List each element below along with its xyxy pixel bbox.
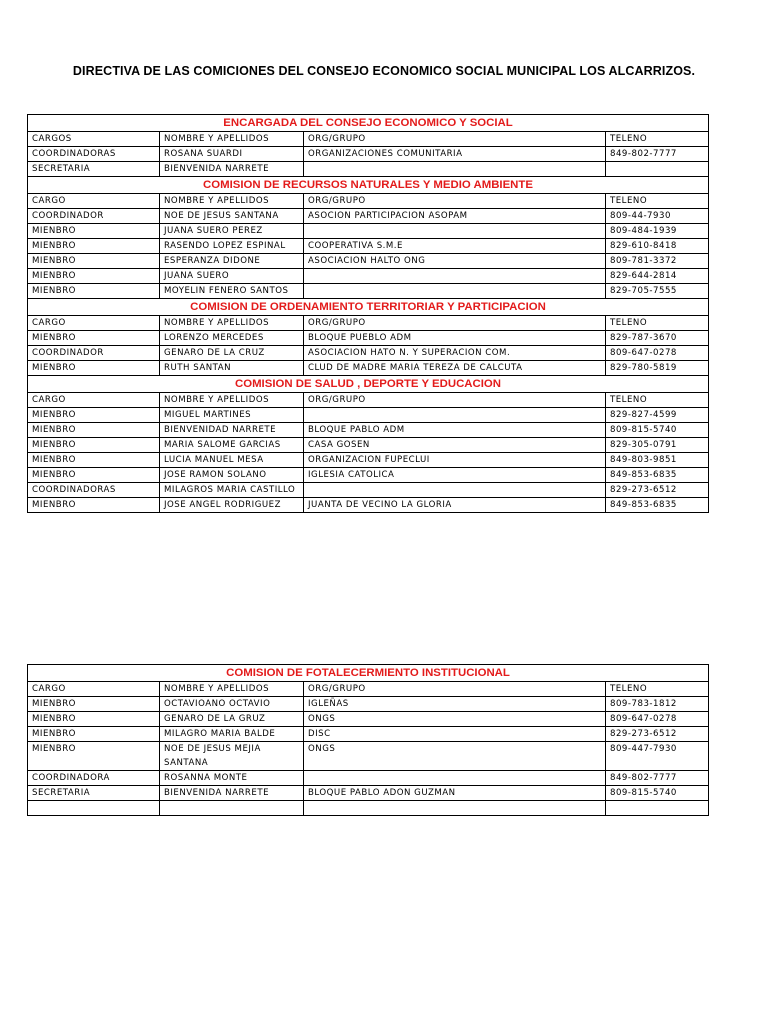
cargo-cell: MIENBRO bbox=[28, 712, 160, 727]
table-row bbox=[28, 224, 709, 239]
cargo-cell: COORDINADORAS bbox=[28, 147, 160, 162]
cargo-cell: MIENBRO bbox=[28, 331, 160, 346]
nombre-cell: OCTAVIOANO OCTAVIO bbox=[160, 697, 304, 712]
cargo-cell: MIENBRO bbox=[28, 438, 160, 453]
cargo-cell: CARGO bbox=[28, 194, 160, 209]
nombre-cell: NOMBRE Y APELLIDOS bbox=[160, 316, 304, 331]
table-row bbox=[28, 712, 709, 727]
nombre-cell: BIENVENIDA NARRETE bbox=[160, 786, 304, 801]
table-row bbox=[28, 284, 709, 299]
cargo-cell: MIENBRO bbox=[28, 269, 160, 284]
table-row bbox=[28, 468, 709, 483]
telefono-cell: 829-644-2814 bbox=[606, 269, 709, 284]
nombre-cell: JOSE RAMON SOLANO bbox=[160, 468, 304, 483]
table-row bbox=[28, 361, 709, 376]
org-grupo-cell: BLOQUE PABLO ADON GUZMAN bbox=[304, 786, 606, 801]
table-row bbox=[28, 269, 709, 284]
cargo-cell: CARGOS bbox=[28, 132, 160, 147]
nombre-cell: NOMBRE Y APELLIDOS bbox=[160, 194, 304, 209]
telefono-cell bbox=[606, 801, 709, 816]
cargo-cell: MIENBRO bbox=[28, 742, 160, 771]
org-grupo-cell: CLUD DE MADRE MARIA TEREZA DE CALCUTA bbox=[304, 361, 606, 376]
column-header-row bbox=[28, 194, 709, 209]
cargo-cell: MIENBRO bbox=[28, 408, 160, 423]
org-grupo-cell: ORGANIZACIONES COMUNITARIA bbox=[304, 147, 606, 162]
section-heading-row bbox=[28, 299, 709, 316]
org-grupo-cell: IGLEÑAS bbox=[304, 697, 606, 712]
table-row bbox=[28, 483, 709, 498]
telefono-cell: 809-783-1812 bbox=[606, 697, 709, 712]
column-header-row bbox=[28, 316, 709, 331]
org-grupo-cell: BLOQUE PUEBLO ADM bbox=[304, 331, 606, 346]
org-grupo-cell: ONGS bbox=[304, 712, 606, 727]
org-grupo-cell: ORG/GRUPO bbox=[304, 682, 606, 697]
column-header-row bbox=[28, 393, 709, 408]
telefono-cell: 809-44-7930 bbox=[606, 209, 709, 224]
cargo-cell: MIENBRO bbox=[28, 361, 160, 376]
cargo-cell bbox=[28, 801, 160, 816]
telefono-cell: 809-647-0278 bbox=[606, 346, 709, 361]
org-grupo-cell bbox=[304, 269, 606, 284]
telefono-cell: 809-815-5740 bbox=[606, 423, 709, 438]
table-row bbox=[28, 209, 709, 224]
telefono-cell: 809-815-5740 bbox=[606, 786, 709, 801]
cargo-cell: COORDINADORA bbox=[28, 771, 160, 786]
telefono-cell: TELENO bbox=[606, 316, 709, 331]
nombre-cell bbox=[160, 801, 304, 816]
section-heading: COMISION DE FOTALECERMIENTO INSTITUCIONAL bbox=[28, 665, 709, 682]
table-row bbox=[28, 453, 709, 468]
table-row bbox=[28, 239, 709, 254]
cargo-cell: MIENBRO bbox=[28, 254, 160, 269]
telefono-cell: 829-780-5819 bbox=[606, 361, 709, 376]
cargo-cell: MIENBRO bbox=[28, 498, 160, 513]
cargo-cell: SECRETARIA bbox=[28, 162, 160, 177]
telefono-cell: 829-305-0791 bbox=[606, 438, 709, 453]
nombre-cell: NOE DE JESUS MEJIA SANTANA bbox=[160, 742, 304, 771]
org-grupo-cell: JUANTA DE VECINO LA GLORIA bbox=[304, 498, 606, 513]
telefono-cell: 809-484-1939 bbox=[606, 224, 709, 239]
column-header-row bbox=[28, 132, 709, 147]
nombre-cell: BIENVENIDAD NARRETE bbox=[160, 423, 304, 438]
section-heading-row bbox=[28, 177, 709, 194]
cargo-cell: MIENBRO bbox=[28, 697, 160, 712]
cargo-cell: MIENBRO bbox=[28, 727, 160, 742]
org-grupo-cell: ASOCIACION HALTO ONG bbox=[304, 254, 606, 269]
nombre-cell: MILAGROS MARIA CASTILLO bbox=[160, 483, 304, 498]
org-grupo-cell bbox=[304, 483, 606, 498]
telefono-cell: TELENO bbox=[606, 132, 709, 147]
nombre-cell: NOMBRE Y APELLIDOS bbox=[160, 132, 304, 147]
table-row bbox=[28, 331, 709, 346]
table-row bbox=[28, 346, 709, 361]
table-row bbox=[28, 801, 709, 816]
cargo-cell: MIENBRO bbox=[28, 423, 160, 438]
section-heading-row bbox=[28, 665, 709, 682]
cargo-cell: COORDINADOR bbox=[28, 209, 160, 224]
nombre-cell: LORENZO MERCEDES bbox=[160, 331, 304, 346]
document-title: DIRECTIVA DE LAS COMICIONES DEL CONSEJO ECONOMICO SOCIAL MUNICIPAL LOS ALCARRIZOS. bbox=[72, 64, 696, 78]
telefono-cell: 829-827-4599 bbox=[606, 408, 709, 423]
org-grupo-cell: CASA GOSEN bbox=[304, 438, 606, 453]
cargo-cell: COORDINADOR bbox=[28, 346, 160, 361]
telefono-cell: 849-803-9851 bbox=[606, 453, 709, 468]
table-row bbox=[28, 727, 709, 742]
section-heading: COMISION DE SALUD , DEPORTE Y EDUCACION bbox=[28, 376, 709, 393]
telefono-cell: 809-781-3372 bbox=[606, 254, 709, 269]
telefono-cell: TELENO bbox=[606, 393, 709, 408]
org-grupo-cell: ONGS bbox=[304, 742, 606, 771]
cargo-cell: MIENBRO bbox=[28, 468, 160, 483]
table-row bbox=[28, 147, 709, 162]
table-row bbox=[28, 697, 709, 712]
org-grupo-cell: ASOCIACION HATO N. Y SUPERACION COM. bbox=[304, 346, 606, 361]
cargo-cell: SECRETARIA bbox=[28, 786, 160, 801]
nombre-cell: JOSE ANGEL RODRIGUEZ bbox=[160, 498, 304, 513]
telefono-cell: 829-705-7555 bbox=[606, 284, 709, 299]
org-grupo-cell: ASOCION PARTICIPACION ASOPAM bbox=[304, 209, 606, 224]
org-grupo-cell bbox=[304, 224, 606, 239]
telefono-cell: TELENO bbox=[606, 682, 709, 697]
telefono-cell bbox=[606, 162, 709, 177]
telefono-cell: 849-802-7777 bbox=[606, 771, 709, 786]
nombre-cell: ROSANNA MONTE bbox=[160, 771, 304, 786]
section-heading: ENCARGADA DEL CONSEJO ECONOMICO Y SOCIAL bbox=[28, 115, 709, 132]
org-grupo-cell bbox=[304, 771, 606, 786]
table-row bbox=[28, 786, 709, 801]
nombre-cell: JUANA SUERO PEREZ bbox=[160, 224, 304, 239]
nombre-cell: JUANA SUERO bbox=[160, 269, 304, 284]
telefono-cell: 809-447-7930 bbox=[606, 742, 709, 771]
nombre-cell: GENARO DE LA CRUZ bbox=[160, 346, 304, 361]
org-grupo-cell bbox=[304, 284, 606, 299]
telefono-cell: 829-273-6512 bbox=[606, 483, 709, 498]
org-grupo-cell: ORG/GRUPO bbox=[304, 194, 606, 209]
section-heading-row bbox=[28, 376, 709, 393]
table-row bbox=[28, 162, 709, 177]
org-grupo-cell: ORG/GRUPO bbox=[304, 393, 606, 408]
table-row bbox=[28, 423, 709, 438]
nombre-cell: MARIA SALOME GARCIAS bbox=[160, 438, 304, 453]
org-grupo-cell: ORG/GRUPO bbox=[304, 132, 606, 147]
cargo-cell: MIENBRO bbox=[28, 284, 160, 299]
cargo-cell: CARGO bbox=[28, 393, 160, 408]
directiva-table bbox=[27, 114, 709, 513]
table-row bbox=[28, 438, 709, 453]
nombre-cell: ROSANA SUARDI bbox=[160, 147, 304, 162]
fortalecimiento-table bbox=[27, 664, 709, 816]
nombre-cell: MIGUEL MARTINES bbox=[160, 408, 304, 423]
org-grupo-cell bbox=[304, 162, 606, 177]
section-heading: COMISION DE ORDENAMIENTO TERRITORIAR Y PARTICIPACION bbox=[28, 299, 709, 316]
telefono-cell: 849-853-6835 bbox=[606, 468, 709, 483]
section-heading: COMISION DE RECURSOS NATURALES Y MEDIO AMBIENTE bbox=[28, 177, 709, 194]
org-grupo-cell bbox=[304, 801, 606, 816]
nombre-cell: ESPERANZA DIDONE bbox=[160, 254, 304, 269]
org-grupo-cell bbox=[304, 408, 606, 423]
org-grupo-cell: ORGANIZACION FUPECLUI bbox=[304, 453, 606, 468]
telefono-cell: 829-787-3670 bbox=[606, 331, 709, 346]
telefono-cell: 829-610-8418 bbox=[606, 239, 709, 254]
nombre-cell: RUTH SANTAN bbox=[160, 361, 304, 376]
telefono-cell: 809-647-0278 bbox=[606, 712, 709, 727]
table-row bbox=[28, 408, 709, 423]
telefono-cell: TELENO bbox=[606, 194, 709, 209]
cargo-cell: COORDINADORAS bbox=[28, 483, 160, 498]
cargo-cell: CARGO bbox=[28, 682, 160, 697]
nombre-cell: GENARO DE LA GRUZ bbox=[160, 712, 304, 727]
org-grupo-cell: IGLESIA CATOLICA bbox=[304, 468, 606, 483]
table-row bbox=[28, 771, 709, 786]
telefono-cell: 849-853-6835 bbox=[606, 498, 709, 513]
section-heading-row bbox=[28, 115, 709, 132]
cargo-cell: CARGO bbox=[28, 316, 160, 331]
nombre-cell: MILAGRO MARIA BALDE bbox=[160, 727, 304, 742]
org-grupo-cell: COOPERATIVA S.M.E bbox=[304, 239, 606, 254]
nombre-cell: LUCIA MANUEL MESA bbox=[160, 453, 304, 468]
table-row bbox=[28, 498, 709, 513]
nombre-cell: NOMBRE Y APELLIDOS bbox=[160, 682, 304, 697]
cargo-cell: MIENBRO bbox=[28, 224, 160, 239]
nombre-cell: BIENVENIDA NARRETE bbox=[160, 162, 304, 177]
table-row bbox=[28, 742, 709, 771]
org-grupo-cell: BLOQUE PABLO ADM bbox=[304, 423, 606, 438]
nombre-cell: MOYELIN FENERO SANTOS bbox=[160, 284, 304, 299]
org-grupo-cell: DISC bbox=[304, 727, 606, 742]
nombre-cell: NOMBRE Y APELLIDOS bbox=[160, 393, 304, 408]
org-grupo-cell: ORG/GRUPO bbox=[304, 316, 606, 331]
telefono-cell: 829-273-6512 bbox=[606, 727, 709, 742]
nombre-cell: RASENDO LOPEZ ESPINAL bbox=[160, 239, 304, 254]
table-row bbox=[28, 254, 709, 269]
nombre-cell: NOE DE JESUS SANTANA bbox=[160, 209, 304, 224]
cargo-cell: MIENBRO bbox=[28, 239, 160, 254]
cargo-cell: MIENBRO bbox=[28, 453, 160, 468]
column-header-row bbox=[28, 682, 709, 697]
telefono-cell: 849-802-7777 bbox=[606, 147, 709, 162]
